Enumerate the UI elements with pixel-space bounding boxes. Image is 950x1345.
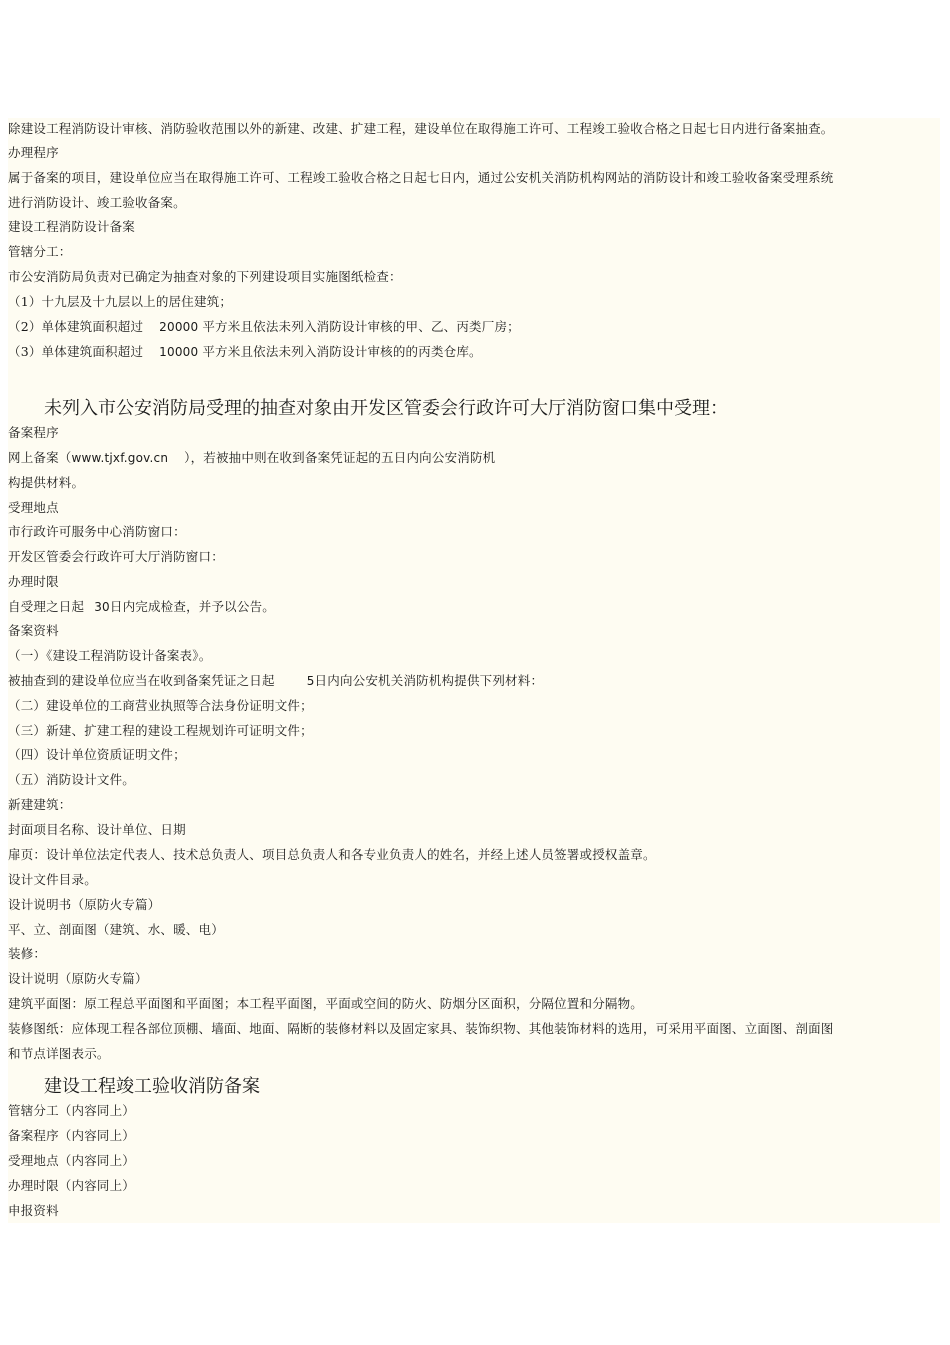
location-zone-window: 开发区管委会行政许可大厅消防窗口：	[8, 549, 224, 564]
procedure-text-line-2: 进行消防设计、竣工验收备案。	[8, 195, 186, 210]
completion-procedure: 备案程序（内容同上）	[8, 1128, 136, 1143]
label-time-limit: 办理时限	[8, 574, 59, 589]
document-body	[8, 118, 940, 1223]
list-item-3	[8, 343, 482, 361]
material-item-3: （三）新建、扩建工程的建设工程规划许可证明文件；	[8, 723, 313, 738]
website-link[interactable]: www.tjxf.gov.cn	[71, 451, 169, 465]
list-item-2-suffix: 平方米且依法未列入消防设计审核的甲、乙、丙类厂房；	[202, 319, 520, 334]
online-filing-line	[8, 449, 495, 467]
online-filing-suffix: ），若被抽中则在收到备案凭证起的五日内向公安消防机	[184, 450, 496, 465]
time-limit-days: 30	[94, 600, 110, 614]
section-label-procedure: 办理程序	[8, 145, 59, 160]
procedure-text-line-1: 属于备案的项目，建设单位应当在取得施工许可、工程竣工验收合格之日起七日内，通过公安机关消防机构网站的消防设计和竣工验收备案受理系统	[8, 170, 834, 185]
new-building-contents: 设计文件目录。	[8, 872, 97, 887]
list-item-3-prefix: （3）单体建筑面积超过	[8, 344, 144, 359]
decoration-drawings-line-1: 装修图纸：应体现工程各部位顶棚、墙面、地面、隔断的装修材料以及固定家具、装饰织物、其他装饰材料的选用，可采用平面图、立面图、剖面图	[8, 1021, 834, 1036]
sampled-unit-suffix: 日内向公安机关消防机构提供下列材料：	[314, 673, 544, 688]
heading-completion-filing: 建设工程竣工验收消防备案	[44, 1076, 260, 1097]
subsection-title-design-filing: 建设工程消防设计备案	[8, 219, 136, 234]
label-acceptance-location: 受理地点	[8, 500, 59, 515]
label-filing-procedure: 备案程序	[8, 425, 59, 440]
sampled-unit-prefix: 被抽查到的建设单位应当在收到备案凭证之日起	[8, 673, 275, 688]
list-item-3-suffix: 平方米且依法未列入消防设计审核的的丙类仓库。	[202, 344, 482, 359]
intro-paragraph: 除建设工程消防设计审核、消防验收范围以外的新建、改建、扩建工程，建设单位在取得施工许可、工程竣工验收合格之日起七日内进行备案抽查。	[8, 121, 834, 136]
label-jurisdiction: 管辖分工：	[8, 244, 72, 259]
sampled-unit-days: 5	[306, 674, 315, 688]
new-building-drawings: 平、立、剖面图（建筑、水、暖、电）	[8, 922, 224, 937]
jurisdiction-text: 市公安消防局负责对已确定为抽查对象的下列建设项目实施图纸检查：	[8, 269, 402, 284]
completion-location: 受理地点（内容同上）	[8, 1153, 136, 1168]
completion-time-limit: 办理时限（内容同上）	[8, 1178, 136, 1193]
online-filing-prefix: 网上备案（	[8, 450, 72, 465]
heading-development-zone: 未列入市公安消防局受理的抽查对象由开发区管委会行政许可大厅消防窗口集中受理：	[44, 398, 728, 419]
label-decoration: 装修：	[8, 946, 47, 961]
decoration-floor-plan: 建筑平面图：原工程总平面图和平面图；本工程平面图，平面或空间的防火、防烟分区面积，分隔位置和分隔物。	[8, 996, 644, 1011]
new-building-cover: 封面项目名称、设计单位、日期	[8, 822, 186, 837]
material-item-2: （二）建设单位的工商营业执照等合法身份证明文件；	[8, 698, 313, 713]
label-new-building: 新建建筑：	[8, 797, 72, 812]
time-limit-suffix: 日内完成检查，并予以公告。	[109, 599, 275, 614]
label-filing-materials: 备案资料	[8, 623, 59, 638]
completion-materials: 申报资料	[8, 1203, 59, 1218]
list-item-2	[8, 318, 520, 336]
list-item-3-number: 10000	[159, 345, 199, 359]
list-item-2-prefix: （2）单体建筑面积超过	[8, 319, 144, 334]
new-building-description: 设计说明书（原防火专篇）	[8, 897, 161, 912]
location-municipal-window: 市行政许可服务中心消防窗口：	[8, 524, 186, 539]
completion-jurisdiction: 管辖分工（内容同上）	[8, 1103, 136, 1118]
decoration-drawings-line-2: 和节点详图表示。	[8, 1046, 110, 1061]
new-building-title-page: 扉页：设计单位法定代表人、技术总负责人、项目总负责人和各专业负责人的姓名，并经上述人员签署或授权盖章。	[8, 847, 656, 862]
time-limit-prefix: 自受理之日起	[8, 599, 85, 614]
material-item-4: （四）设计单位资质证明文件；	[8, 747, 186, 762]
time-limit-text	[8, 598, 275, 616]
online-filing-continued: 构提供材料。	[8, 475, 85, 490]
list-item-2-number: 20000	[159, 320, 199, 334]
list-item-1: （1）十九层及十九层以上的居住建筑；	[8, 294, 233, 309]
decoration-description: 设计说明（原防火专篇）	[8, 971, 148, 986]
material-item-1: （一）《建设工程消防设计备案表》。	[8, 648, 212, 663]
material-item-5: （五）消防设计文件。	[8, 772, 136, 787]
sampled-unit-text	[8, 672, 543, 690]
